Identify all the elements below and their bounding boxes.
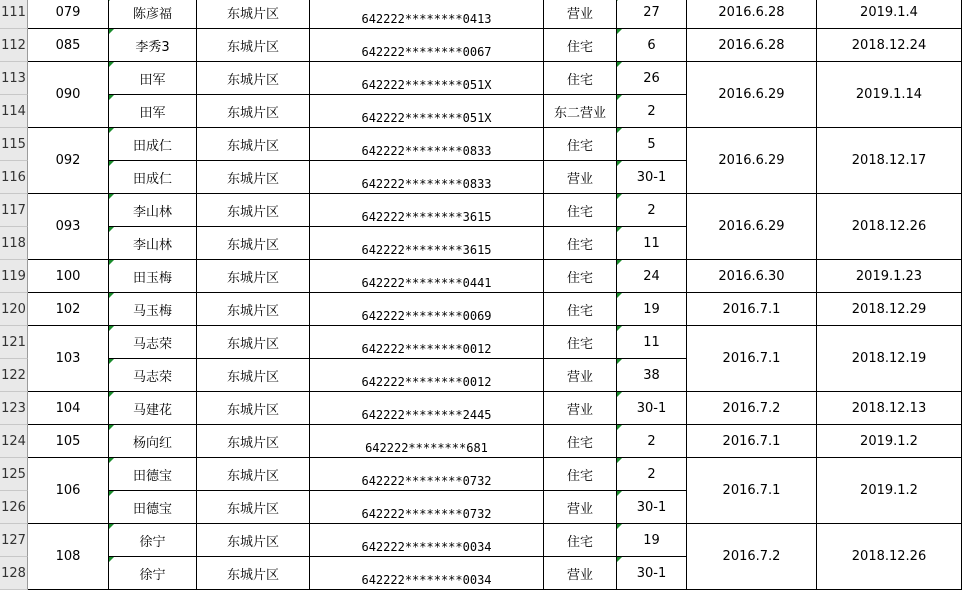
cell-name[interactable]: 田军	[109, 62, 197, 95]
cell-house[interactable]: 11	[617, 326, 687, 359]
row-header[interactable]: 117	[0, 194, 28, 227]
row-header[interactable]: 111	[0, 0, 28, 29]
cell-house[interactable]: 38	[617, 359, 687, 392]
cell-date2[interactable]: 2018.12.26	[817, 194, 962, 260]
cell-house[interactable]: 5	[617, 128, 687, 161]
cell-id[interactable]: 090	[28, 62, 109, 128]
cell-date1[interactable]: 2016.6.28	[687, 0, 817, 29]
cell-house[interactable]: 30-1	[617, 161, 687, 194]
cell-idcard[interactable]: 642222********051X	[310, 95, 544, 128]
cell-house[interactable]: 30-1	[617, 392, 687, 425]
cell-name[interactable]: 田德宝	[109, 458, 197, 491]
cell-name[interactable]: 田成仁	[109, 128, 197, 161]
cell-area[interactable]: 东城片区	[197, 128, 310, 161]
cell-idcard[interactable]: 642222********0732	[310, 458, 544, 491]
row-header[interactable]: 126	[0, 491, 28, 524]
row-header[interactable]: 112	[0, 29, 28, 62]
cell-house[interactable]: 30-1	[617, 491, 687, 524]
cell-name[interactable]: 徐宁	[109, 524, 197, 557]
cell-area[interactable]: 东城片区	[197, 557, 310, 590]
cell-date2[interactable]: 2018.12.19	[817, 326, 962, 392]
cell-use[interactable]: 住宅	[544, 458, 617, 491]
row-header[interactable]: 122	[0, 359, 28, 392]
cell-date1[interactable]: 2016.7.2	[687, 392, 817, 425]
cell-id[interactable]: 100	[28, 260, 109, 293]
cell-idcard[interactable]: 642222********0034	[310, 557, 544, 590]
row-header[interactable]: 118	[0, 227, 28, 260]
cell-use[interactable]: 营业	[544, 359, 617, 392]
cell-date1[interactable]: 2016.7.2	[687, 524, 817, 590]
cell-id[interactable]: 104	[28, 392, 109, 425]
cell-idcard[interactable]: 642222********0441	[310, 260, 544, 293]
cell-name[interactable]: 李山林	[109, 227, 197, 260]
cell-idcard[interactable]: 642222********681	[310, 425, 544, 458]
row-header[interactable]: 116	[0, 161, 28, 194]
cell-use[interactable]: 住宅	[544, 227, 617, 260]
cell-use[interactable]: 住宅	[544, 29, 617, 62]
cell-date1[interactable]: 2016.7.1	[687, 425, 817, 458]
cell-idcard[interactable]: 642222********0413	[310, 0, 544, 29]
cell-date2[interactable]: 2018.12.13	[817, 392, 962, 425]
cell-idcard[interactable]: 642222********0069	[310, 293, 544, 326]
cell-area[interactable]: 东城片区	[197, 524, 310, 557]
row-header[interactable]: 113	[0, 62, 28, 95]
cell-use[interactable]: 住宅	[544, 524, 617, 557]
cell-name[interactable]: 马志荣	[109, 359, 197, 392]
cell-area[interactable]: 东城片区	[197, 62, 310, 95]
cell-use[interactable]: 营业	[544, 0, 617, 29]
cell-house[interactable]: 6	[617, 29, 687, 62]
cell-idcard[interactable]: 642222********0012	[310, 326, 544, 359]
cell-house[interactable]: 27	[617, 0, 687, 29]
cell-area[interactable]: 东城片区	[197, 392, 310, 425]
row-header[interactable]: 115	[0, 128, 28, 161]
cell-area[interactable]: 东城片区	[197, 194, 310, 227]
cell-use[interactable]: 东二营业	[544, 95, 617, 128]
row-header[interactable]: 124	[0, 425, 28, 458]
cell-name[interactable]: 李山林	[109, 194, 197, 227]
cell-date2[interactable]: 2018.12.24	[817, 29, 962, 62]
cell-name[interactable]: 马志荣	[109, 326, 197, 359]
row-header[interactable]: 114	[0, 95, 28, 128]
cell-name[interactable]: 马玉梅	[109, 293, 197, 326]
cell-name[interactable]: 马建花	[109, 392, 197, 425]
cell-idcard[interactable]: 642222********2445	[310, 392, 544, 425]
cell-name[interactable]: 田成仁	[109, 161, 197, 194]
cell-house[interactable]: 19	[617, 293, 687, 326]
cell-idcard[interactable]: 642222********0833	[310, 128, 544, 161]
cell-house[interactable]: 2	[617, 194, 687, 227]
cell-house[interactable]: 24	[617, 260, 687, 293]
cell-idcard[interactable]: 642222********051X	[310, 62, 544, 95]
cell-area[interactable]: 东城片区	[197, 491, 310, 524]
row-header[interactable]: 127	[0, 524, 28, 557]
cell-date1[interactable]: 2016.7.1	[687, 326, 817, 392]
cell-use[interactable]: 住宅	[544, 293, 617, 326]
cell-idcard[interactable]: 642222********3615	[310, 227, 544, 260]
cell-use[interactable]: 住宅	[544, 62, 617, 95]
cell-id[interactable]: 092	[28, 128, 109, 194]
cell-use[interactable]: 营业	[544, 161, 617, 194]
cell-date1[interactable]: 2016.7.1	[687, 458, 817, 524]
cell-name[interactable]: 陈彦福	[109, 0, 197, 29]
cell-date2[interactable]: 2019.1.23	[817, 260, 962, 293]
cell-name[interactable]: 李秀3	[109, 29, 197, 62]
cell-area[interactable]: 东城片区	[197, 326, 310, 359]
cell-use[interactable]: 营业	[544, 557, 617, 590]
cell-id[interactable]: 108	[28, 524, 109, 590]
cell-house[interactable]: 2	[617, 95, 687, 128]
cell-date2[interactable]: 2019.1.4	[817, 0, 962, 29]
cell-house[interactable]: 30-1	[617, 557, 687, 590]
cell-use[interactable]: 营业	[544, 392, 617, 425]
cell-house[interactable]: 19	[617, 524, 687, 557]
cell-use[interactable]: 住宅	[544, 326, 617, 359]
cell-area[interactable]: 东城片区	[197, 0, 310, 29]
cell-house[interactable]: 26	[617, 62, 687, 95]
cell-id[interactable]: 105	[28, 425, 109, 458]
cell-area[interactable]: 东城片区	[197, 161, 310, 194]
cell-name[interactable]: 田德宝	[109, 491, 197, 524]
row-header[interactable]: 120	[0, 293, 28, 326]
cell-date1[interactable]: 2016.7.1	[687, 293, 817, 326]
cell-date2[interactable]: 2019.1.2	[817, 458, 962, 524]
cell-date2[interactable]: 2018.12.26	[817, 524, 962, 590]
row-header[interactable]: 125	[0, 458, 28, 491]
cell-idcard[interactable]: 642222********0067	[310, 29, 544, 62]
cell-id[interactable]: 103	[28, 326, 109, 392]
cell-name[interactable]: 田玉梅	[109, 260, 197, 293]
cell-area[interactable]: 东城片区	[197, 425, 310, 458]
row-header[interactable]: 128	[0, 557, 28, 590]
cell-name[interactable]: 徐宁	[109, 557, 197, 590]
cell-area[interactable]: 东城片区	[197, 29, 310, 62]
cell-date2[interactable]: 2018.12.29	[817, 293, 962, 326]
cell-date2[interactable]: 2018.12.17	[817, 128, 962, 194]
cell-idcard[interactable]: 642222********0012	[310, 359, 544, 392]
row-header[interactable]: 123	[0, 392, 28, 425]
cell-id[interactable]: 093	[28, 194, 109, 260]
cell-name[interactable]: 田军	[109, 95, 197, 128]
cell-idcard[interactable]: 642222********0034	[310, 524, 544, 557]
cell-area[interactable]: 东城片区	[197, 293, 310, 326]
cell-name[interactable]: 杨向红	[109, 425, 197, 458]
cell-idcard[interactable]: 642222********0833	[310, 161, 544, 194]
row-header[interactable]: 121	[0, 326, 28, 359]
cell-area[interactable]: 东城片区	[197, 359, 310, 392]
cell-id[interactable]: 079	[28, 0, 109, 29]
cell-house[interactable]: 2	[617, 458, 687, 491]
cell-date2[interactable]: 2019.1.2	[817, 425, 962, 458]
cell-use[interactable]: 住宅	[544, 260, 617, 293]
cell-date1[interactable]: 2016.6.29	[687, 194, 817, 260]
cell-area[interactable]: 东城片区	[197, 260, 310, 293]
cell-idcard[interactable]: 642222********3615	[310, 194, 544, 227]
cell-idcard[interactable]: 642222********0732	[310, 491, 544, 524]
row-header[interactable]: 119	[0, 260, 28, 293]
cell-date1[interactable]: 2016.6.28	[687, 29, 817, 62]
cell-use[interactable]: 住宅	[544, 128, 617, 161]
cell-id[interactable]: 085	[28, 29, 109, 62]
cell-house[interactable]: 11	[617, 227, 687, 260]
cell-area[interactable]: 东城片区	[197, 458, 310, 491]
cell-use[interactable]: 营业	[544, 491, 617, 524]
cell-area[interactable]: 东城片区	[197, 227, 310, 260]
cell-date1[interactable]: 2016.6.29	[687, 128, 817, 194]
cell-house[interactable]: 2	[617, 425, 687, 458]
cell-id[interactable]: 102	[28, 293, 109, 326]
cell-date1[interactable]: 2016.6.29	[687, 62, 817, 128]
cell-date1[interactable]: 2016.6.30	[687, 260, 817, 293]
cell-use[interactable]: 住宅	[544, 425, 617, 458]
cell-date2[interactable]: 2019.1.14	[817, 62, 962, 128]
cell-id[interactable]: 106	[28, 458, 109, 524]
cell-area[interactable]: 东城片区	[197, 95, 310, 128]
cell-use[interactable]: 住宅	[544, 194, 617, 227]
